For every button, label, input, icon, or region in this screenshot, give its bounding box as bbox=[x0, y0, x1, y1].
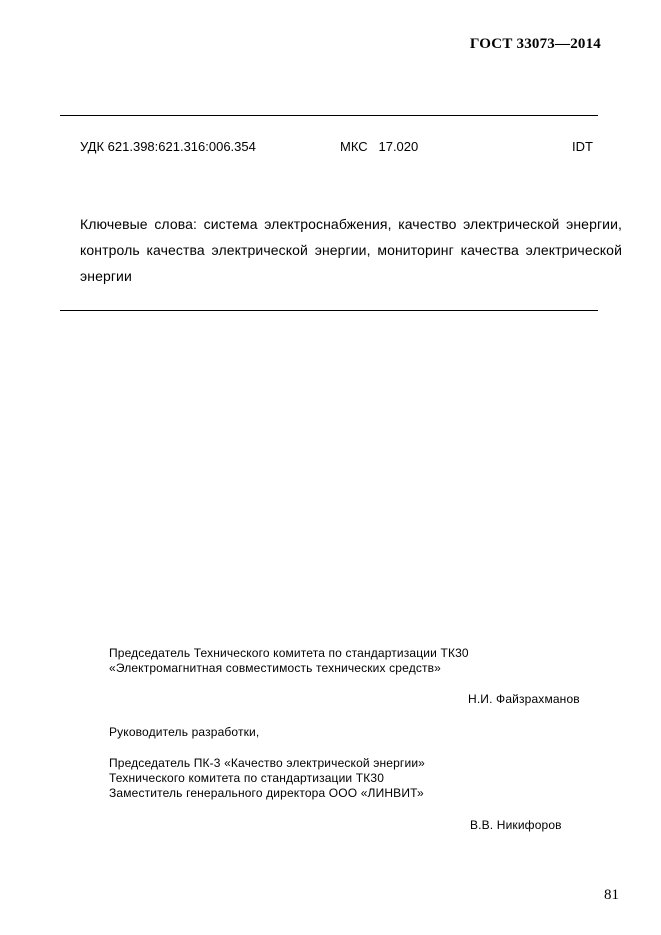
page-number: 81 bbox=[604, 887, 619, 903]
document-header: ГОСТ 33073—2014 bbox=[469, 36, 601, 52]
keywords-paragraph: Ключевые слова: система электроснабжения, качество электрической энергии, контроль качества электрической энергии, мониторинг качества электрической энергии bbox=[80, 216, 622, 284]
chair-name: Н.И. Файзрахманов bbox=[468, 692, 580, 706]
developer-title-line-3: Заместитель генерального директора ООО «ЛИНВИТ» bbox=[109, 786, 424, 800]
chair-title-line-2: «Электромагнитная совместимость технических средств» bbox=[109, 661, 441, 675]
lead-title: Руководитель разработки, bbox=[109, 725, 260, 739]
top-divider bbox=[60, 115, 598, 116]
developer-title-line-1: Председатель ПК-3 «Качество электрической энергии» bbox=[109, 756, 425, 770]
mks-code: МКС 17.020 bbox=[340, 139, 419, 154]
chair-title-line-1: Председатель Технического комитета по стандартизации ТК30 bbox=[109, 646, 469, 660]
developer-title-line-2: Технического комитета по стандартизации ТК30 bbox=[109, 771, 385, 785]
idt-marker: IDT bbox=[572, 139, 593, 154]
bottom-divider bbox=[60, 310, 598, 311]
developer-name: В.В. Никифоров bbox=[470, 818, 562, 832]
udk-code: УДК 621.398:621.316:006.354 bbox=[80, 139, 256, 154]
